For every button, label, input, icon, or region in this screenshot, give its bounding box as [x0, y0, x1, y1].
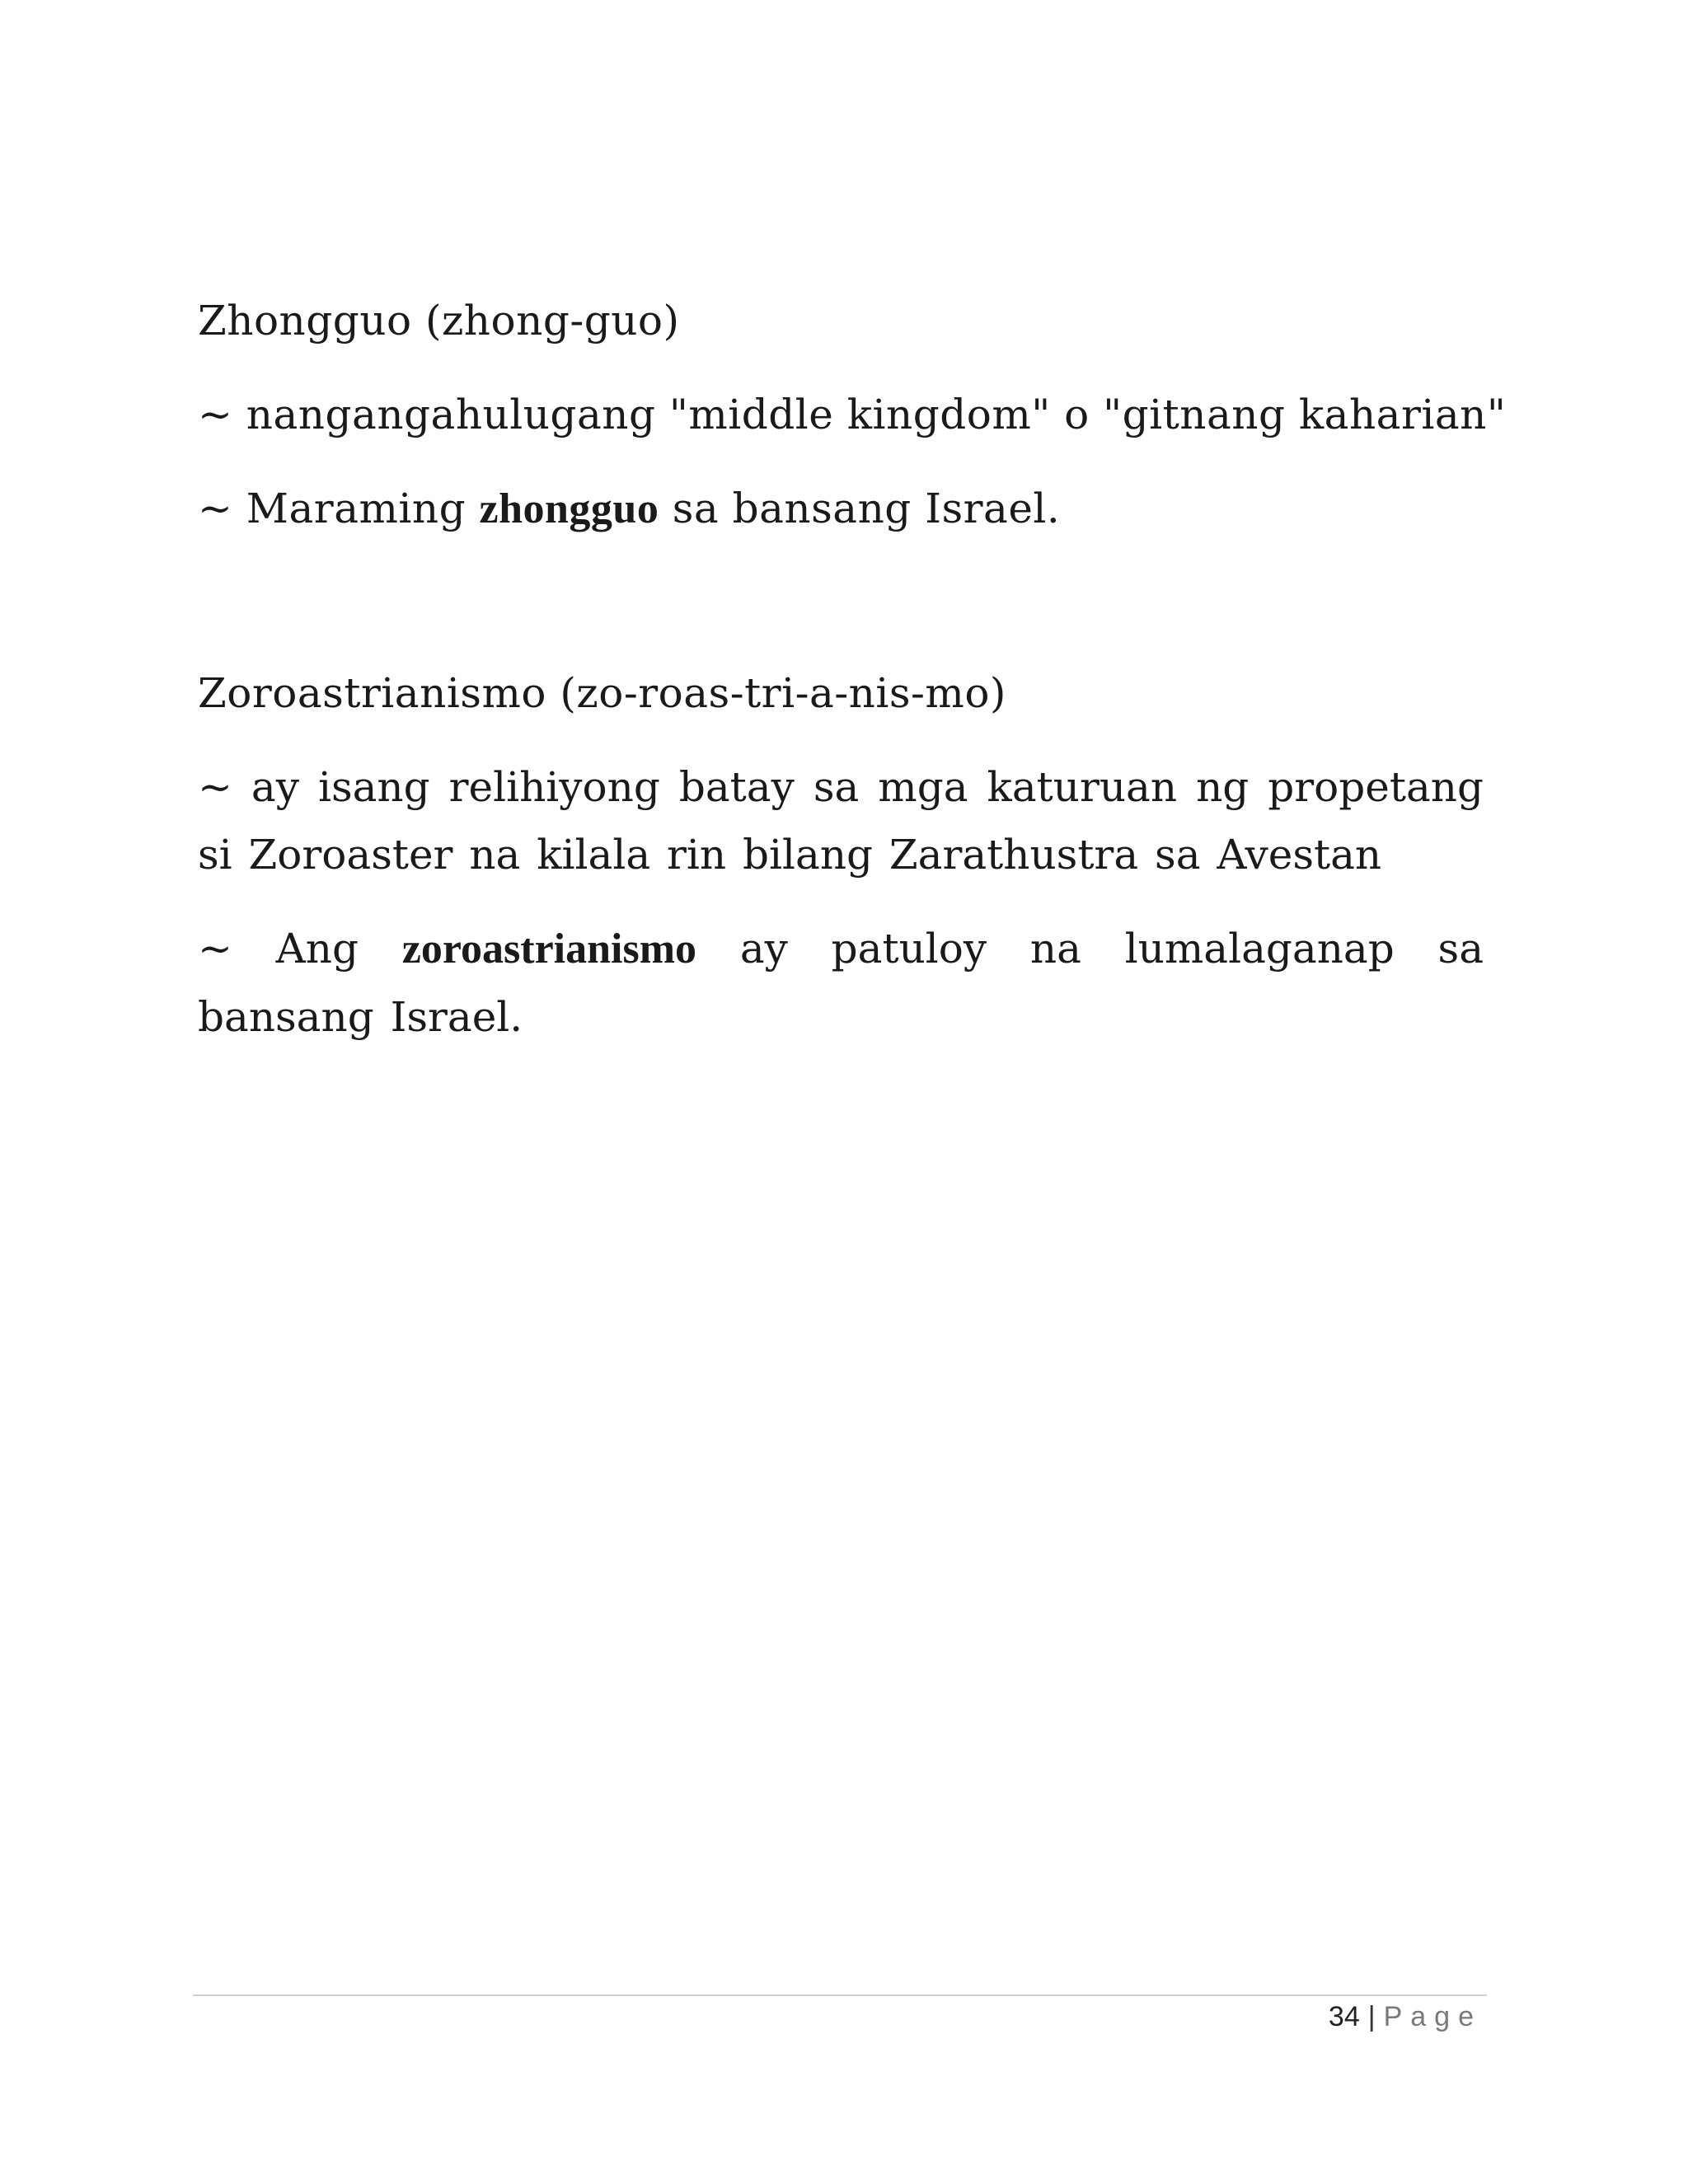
spacer: [198, 448, 1484, 475]
entry-example: [198, 915, 1484, 1051]
page-footer: [1329, 2001, 1482, 2033]
spacer: [198, 727, 1484, 753]
spacer: [198, 354, 1484, 381]
footer-divider: [193, 1994, 1487, 1996]
entry-term: Zhongguo (zhong-guo): [198, 297, 680, 344]
glossary-entry-zhongguo: [198, 287, 1507, 543]
page-number: 34: [1328, 2001, 1360, 2032]
example-prefix: ~ Ang: [198, 925, 402, 972]
example-suffix: ay patuloy na lumalaganap sa bansang Israel.: [198, 925, 1484, 1041]
example-highlight: zoroastrianismo: [401, 926, 697, 972]
entry-definition: ~ ay isang relihiyong batay sa mga katuruan ng propetang si Zoroaster na kilala rin bilang Zarathustra sa Avestan: [198, 763, 1484, 879]
entry-definition: ~ nangangahulugang "middle kingdom" o "gitnang kaharian": [198, 391, 1507, 438]
footer-separator: |: [1367, 2001, 1376, 2032]
glossary-entry-zoroastrianismo: [198, 659, 1484, 1051]
page-label: Page: [1383, 2001, 1482, 2032]
example-highlight: zhongguo: [479, 485, 659, 532]
example-prefix: ~ Maraming: [198, 485, 480, 532]
entry-term: Zoroastrianismo (zo-roas-tri-a-nis-mo): [198, 669, 1006, 717]
spacer: [198, 888, 1484, 915]
entry-example: [198, 475, 1484, 543]
example-suffix: sa bansang Israel.: [659, 485, 1061, 532]
